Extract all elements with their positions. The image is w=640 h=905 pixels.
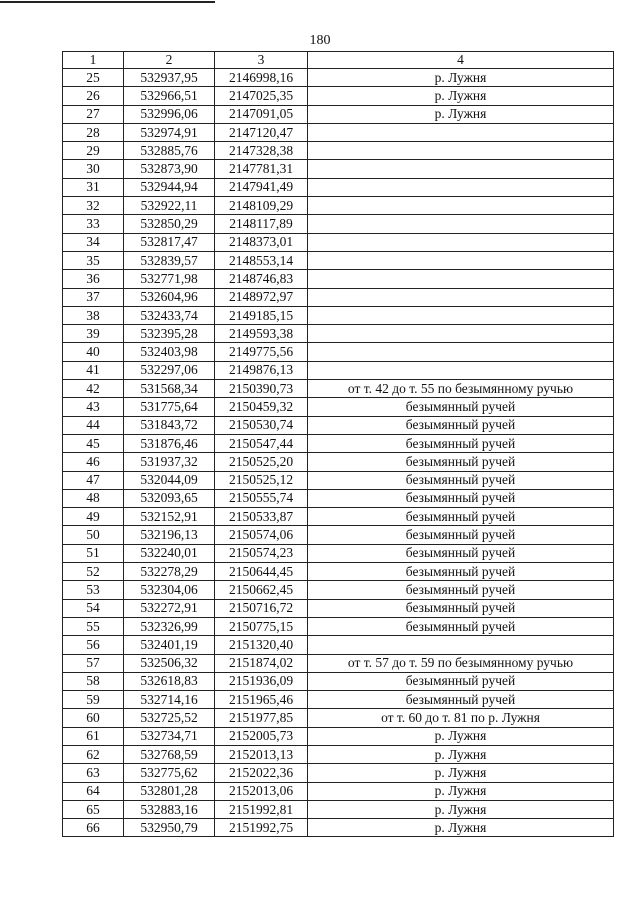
y-coordinate-cell: 2151320,40: [215, 636, 308, 654]
x-coordinate-cell: 532944,94: [124, 178, 215, 196]
y-coordinate-cell: 2150459,32: [215, 398, 308, 416]
y-coordinate-cell: 2147781,31: [215, 160, 308, 178]
table-row: [63, 453, 614, 471]
y-coordinate-cell: 2150574,23: [215, 544, 308, 562]
description-cell: безымянный ручей: [308, 672, 614, 690]
table-row: [63, 617, 614, 635]
point-number-cell: 51: [63, 544, 124, 562]
y-coordinate-cell: 2147120,47: [215, 123, 308, 141]
point-number-cell: 66: [63, 819, 124, 837]
point-number-cell: 60: [63, 709, 124, 727]
x-coordinate-cell: 532883,16: [124, 800, 215, 818]
point-number-cell: 65: [63, 800, 124, 818]
table-row: [63, 764, 614, 782]
point-number-cell: 39: [63, 325, 124, 343]
y-coordinate-cell: 2148109,29: [215, 197, 308, 215]
y-coordinate-cell: 2149593,38: [215, 325, 308, 343]
y-coordinate-cell: 2147091,05: [215, 105, 308, 123]
description-cell: р. Лужня: [308, 727, 614, 745]
point-number-cell: 37: [63, 288, 124, 306]
y-coordinate-cell: 2147941,49: [215, 178, 308, 196]
table-row: [63, 819, 614, 837]
y-coordinate-cell: 2150775,15: [215, 617, 308, 635]
point-number-cell: 31: [63, 178, 124, 196]
table-row: [63, 270, 614, 288]
description-cell: безымянный ручей: [308, 581, 614, 599]
description-cell: [308, 142, 614, 160]
table-row: [63, 800, 614, 818]
table-row: [63, 398, 614, 416]
description-cell: от т. 57 до т. 59 по безымянному ручью: [308, 654, 614, 672]
y-coordinate-cell: 2151936,09: [215, 672, 308, 690]
point-number-cell: 57: [63, 654, 124, 672]
description-cell: безымянный ручей: [308, 434, 614, 452]
table-row: [63, 471, 614, 489]
table-row: [63, 178, 614, 196]
point-number-cell: 56: [63, 636, 124, 654]
y-coordinate-cell: 2148972,97: [215, 288, 308, 306]
x-coordinate-cell: 532937,95: [124, 69, 215, 87]
x-coordinate-cell: 532996,06: [124, 105, 215, 123]
table-row: [63, 160, 614, 178]
point-number-cell: 38: [63, 306, 124, 324]
point-number-cell: 27: [63, 105, 124, 123]
description-cell: [308, 197, 614, 215]
y-coordinate-cell: 2151992,81: [215, 800, 308, 818]
description-cell: безымянный ручей: [308, 471, 614, 489]
table-header-row: [63, 52, 614, 69]
description-cell: [308, 288, 614, 306]
point-number-cell: 63: [63, 764, 124, 782]
table-row: [63, 87, 614, 105]
point-number-cell: 41: [63, 361, 124, 379]
x-coordinate-cell: 532817,47: [124, 233, 215, 251]
table-row: [63, 563, 614, 581]
x-coordinate-cell: 532326,99: [124, 617, 215, 635]
table-row: [63, 434, 614, 452]
description-cell: р. Лужня: [308, 87, 614, 105]
x-coordinate-cell: 532775,62: [124, 764, 215, 782]
description-cell: [308, 636, 614, 654]
table-row: [63, 361, 614, 379]
table-row: [63, 197, 614, 215]
description-cell: [308, 251, 614, 269]
y-coordinate-cell: 2150574,06: [215, 526, 308, 544]
description-cell: [308, 215, 614, 233]
table-row: [63, 544, 614, 562]
x-coordinate-cell: 532768,59: [124, 745, 215, 763]
y-coordinate-cell: 2152013,06: [215, 782, 308, 800]
point-number-cell: 45: [63, 434, 124, 452]
y-coordinate-cell: 2152022,36: [215, 764, 308, 782]
description-cell: безымянный ручей: [308, 599, 614, 617]
x-coordinate-cell: 532725,52: [124, 709, 215, 727]
point-number-cell: 36: [63, 270, 124, 288]
point-number-cell: 62: [63, 745, 124, 763]
description-cell: безымянный ручей: [308, 526, 614, 544]
y-coordinate-cell: 2147025,35: [215, 87, 308, 105]
page-number: 180: [309, 33, 331, 48]
table-row: [63, 599, 614, 617]
x-coordinate-cell: 532950,79: [124, 819, 215, 837]
description-cell: от т. 60 до т. 81 по р. Лужня: [308, 709, 614, 727]
x-coordinate-cell: 532974,91: [124, 123, 215, 141]
table-row: [63, 288, 614, 306]
x-coordinate-cell: 532734,71: [124, 727, 215, 745]
description-cell: [308, 343, 614, 361]
description-cell: безымянный ручей: [308, 489, 614, 507]
x-coordinate-cell: 532771,98: [124, 270, 215, 288]
y-coordinate-cell: 2149876,13: [215, 361, 308, 379]
y-coordinate-cell: 2150555,74: [215, 489, 308, 507]
table-row: [63, 343, 614, 361]
y-coordinate-cell: 2148553,14: [215, 251, 308, 269]
description-cell: [308, 233, 614, 251]
point-number-cell: 50: [63, 526, 124, 544]
table-row: [63, 416, 614, 434]
point-number-cell: 28: [63, 123, 124, 141]
description-cell: [308, 361, 614, 379]
x-coordinate-cell: 532278,29: [124, 563, 215, 581]
point-number-cell: 53: [63, 581, 124, 599]
description-cell: безымянный ручей: [308, 563, 614, 581]
x-coordinate-cell: 532922,11: [124, 197, 215, 215]
x-coordinate-cell: 531937,32: [124, 453, 215, 471]
y-coordinate-cell: 2151965,46: [215, 691, 308, 709]
x-coordinate-cell: 531876,46: [124, 434, 215, 452]
x-coordinate-cell: 531843,72: [124, 416, 215, 434]
description-cell: р. Лужня: [308, 800, 614, 818]
x-coordinate-cell: 532873,90: [124, 160, 215, 178]
description-cell: безымянный ручей: [308, 453, 614, 471]
y-coordinate-cell: 2149185,15: [215, 306, 308, 324]
table-row: [63, 782, 614, 800]
point-number-cell: 44: [63, 416, 124, 434]
y-coordinate-cell: 2150547,44: [215, 434, 308, 452]
point-number-cell: 58: [63, 672, 124, 690]
x-coordinate-cell: 532152,91: [124, 508, 215, 526]
point-number-cell: 48: [63, 489, 124, 507]
column-header-y: 3: [215, 52, 308, 69]
table-body: [63, 69, 614, 837]
description-cell: безымянный ручей: [308, 508, 614, 526]
point-number-cell: 35: [63, 251, 124, 269]
description-cell: [308, 306, 614, 324]
table-row: [63, 727, 614, 745]
point-number-cell: 46: [63, 453, 124, 471]
x-coordinate-cell: 532885,76: [124, 142, 215, 160]
table-row: [63, 709, 614, 727]
point-number-cell: 33: [63, 215, 124, 233]
x-coordinate-cell: 532297,06: [124, 361, 215, 379]
description-cell: безымянный ручей: [308, 398, 614, 416]
x-coordinate-cell: 532401,19: [124, 636, 215, 654]
x-coordinate-cell: 532304,06: [124, 581, 215, 599]
point-number-cell: 59: [63, 691, 124, 709]
table-row: [63, 526, 614, 544]
point-number-cell: 49: [63, 508, 124, 526]
y-coordinate-cell: 2151977,85: [215, 709, 308, 727]
description-cell: [308, 325, 614, 343]
point-number-cell: 40: [63, 343, 124, 361]
y-coordinate-cell: 2150716,72: [215, 599, 308, 617]
y-coordinate-cell: 2148373,01: [215, 233, 308, 251]
table-row: [63, 489, 614, 507]
x-coordinate-cell: 532801,28: [124, 782, 215, 800]
y-coordinate-cell: 2150525,12: [215, 471, 308, 489]
description-cell: р. Лужня: [308, 782, 614, 800]
x-coordinate-cell: 532272,91: [124, 599, 215, 617]
y-coordinate-cell: 2150525,20: [215, 453, 308, 471]
x-coordinate-cell: 532966,51: [124, 87, 215, 105]
y-coordinate-cell: 2150533,87: [215, 508, 308, 526]
column-header-x: 2: [124, 52, 215, 69]
point-number-cell: 29: [63, 142, 124, 160]
description-cell: р. Лужня: [308, 764, 614, 782]
point-number-cell: 26: [63, 87, 124, 105]
point-number-cell: 64: [63, 782, 124, 800]
description-cell: безымянный ручей: [308, 416, 614, 434]
description-cell: р. Лужня: [308, 745, 614, 763]
x-coordinate-cell: 531775,64: [124, 398, 215, 416]
coordinates-table: [62, 51, 614, 837]
x-coordinate-cell: 532839,57: [124, 251, 215, 269]
description-cell: безымянный ручей: [308, 544, 614, 562]
column-header-point-number: 1: [63, 52, 124, 69]
x-coordinate-cell: 532714,16: [124, 691, 215, 709]
table-row: [63, 306, 614, 324]
table-row: [63, 105, 614, 123]
x-coordinate-cell: 532044,09: [124, 471, 215, 489]
y-coordinate-cell: 2148746,83: [215, 270, 308, 288]
description-cell: [308, 178, 614, 196]
point-number-cell: 54: [63, 599, 124, 617]
y-coordinate-cell: 2150662,45: [215, 581, 308, 599]
y-coordinate-cell: 2152013,13: [215, 745, 308, 763]
description-cell: [308, 123, 614, 141]
point-number-cell: 43: [63, 398, 124, 416]
y-coordinate-cell: 2146998,16: [215, 69, 308, 87]
table-row: [63, 508, 614, 526]
point-number-cell: 47: [63, 471, 124, 489]
description-cell: р. Лужня: [308, 105, 614, 123]
table-row: [63, 672, 614, 690]
point-number-cell: 61: [63, 727, 124, 745]
y-coordinate-cell: 2152005,73: [215, 727, 308, 745]
table-row: [63, 636, 614, 654]
x-coordinate-cell: 532240,01: [124, 544, 215, 562]
point-number-cell: 52: [63, 563, 124, 581]
x-coordinate-cell: 532395,28: [124, 325, 215, 343]
x-coordinate-cell: 532403,98: [124, 343, 215, 361]
table-row: [63, 142, 614, 160]
table-row: [63, 581, 614, 599]
y-coordinate-cell: 2147328,38: [215, 142, 308, 160]
y-coordinate-cell: 2149775,56: [215, 343, 308, 361]
table-row: [63, 233, 614, 251]
x-coordinate-cell: 532850,29: [124, 215, 215, 233]
table-row: [63, 123, 614, 141]
description-cell: безымянный ручей: [308, 691, 614, 709]
y-coordinate-cell: 2148117,89: [215, 215, 308, 233]
x-coordinate-cell: 532618,83: [124, 672, 215, 690]
table-row: [63, 251, 614, 269]
description-cell: [308, 160, 614, 178]
x-coordinate-cell: 532604,96: [124, 288, 215, 306]
table-row: [63, 325, 614, 343]
description-cell: р. Лужня: [308, 819, 614, 837]
description-cell: от т. 42 до т. 55 по безымянному ручью: [308, 380, 614, 398]
y-coordinate-cell: 2150644,45: [215, 563, 308, 581]
table-row: [63, 654, 614, 672]
x-coordinate-cell: 532433,74: [124, 306, 215, 324]
x-coordinate-cell: 531568,34: [124, 380, 215, 398]
x-coordinate-cell: 532196,13: [124, 526, 215, 544]
y-coordinate-cell: 2150390,73: [215, 380, 308, 398]
point-number-cell: 32: [63, 197, 124, 215]
y-coordinate-cell: 2150530,74: [215, 416, 308, 434]
point-number-cell: 42: [63, 380, 124, 398]
top-rule: [0, 1, 215, 3]
point-number-cell: 34: [63, 233, 124, 251]
y-coordinate-cell: 2151874,02: [215, 654, 308, 672]
column-header-description: 4: [308, 52, 614, 69]
table-row: [63, 691, 614, 709]
point-number-cell: 55: [63, 617, 124, 635]
description-cell: [308, 270, 614, 288]
table-row: [63, 215, 614, 233]
x-coordinate-cell: 532506,32: [124, 654, 215, 672]
description-cell: безымянный ручей: [308, 617, 614, 635]
point-number-cell: 25: [63, 69, 124, 87]
x-coordinate-cell: 532093,65: [124, 489, 215, 507]
table-row: [63, 380, 614, 398]
table-row: [63, 745, 614, 763]
point-number-cell: 30: [63, 160, 124, 178]
table-row: [63, 69, 614, 87]
description-cell: р. Лужня: [308, 69, 614, 87]
y-coordinate-cell: 2151992,75: [215, 819, 308, 837]
